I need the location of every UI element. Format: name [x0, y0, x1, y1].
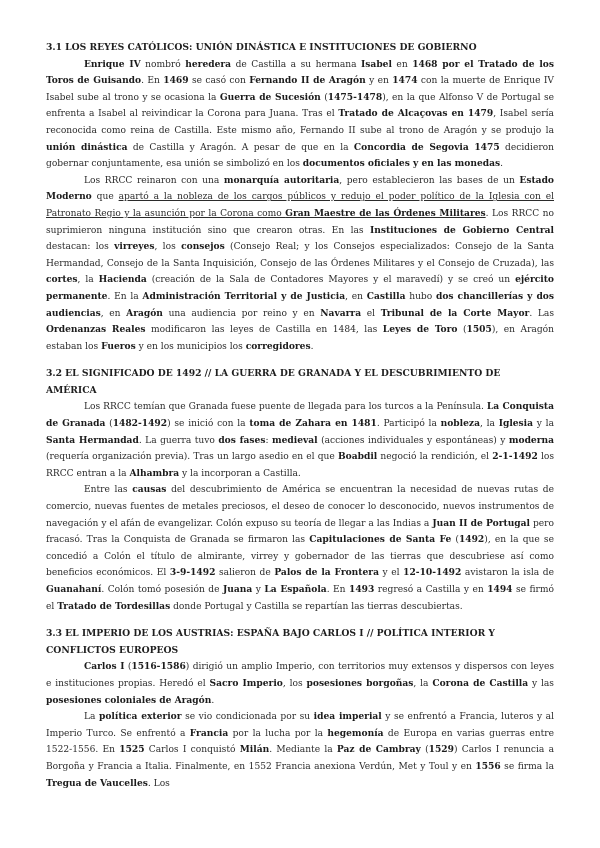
bold-text: heredera	[185, 58, 232, 70]
text-run: se casó con	[188, 76, 250, 87]
text-run: . Las	[529, 308, 554, 319]
bold-text: Aragón	[126, 307, 163, 319]
bold-text: 3-9-1492	[169, 567, 216, 579]
text-run: se vio condicionada por su	[181, 712, 314, 723]
bold-text: Paz de Cambray	[336, 744, 421, 756]
text-run: , Isabel sería reconocida como reina de Castilla. Este mismo año, Fernando II sube al trono de Aragón y se produjo la	[46, 109, 554, 136]
bold-text: dos fases	[218, 434, 266, 446]
bold-text: 2-1-1492	[492, 451, 538, 463]
text-run: (Consejo Real; y los Consejos especializados: Consejo de la Santa Hermandad, Consejo de la Santa Inquisición, Consejo de las Órdenes Militares y el Consejo de Cruzada), las	[46, 242, 554, 269]
text-run: y la	[533, 419, 554, 430]
underlined-text	[285, 209, 485, 219]
bold-text: Leyes de Toro	[382, 324, 458, 336]
section-reyes-catolicos	[46, 40, 554, 355]
bold-text: cortes	[46, 274, 78, 286]
bold-text: documentos oficiales y en las monedas	[302, 158, 501, 170]
bold-text: Sacro Imperio	[209, 677, 283, 689]
text-run: .	[211, 695, 215, 706]
text-run: que	[91, 192, 119, 203]
bold-text: Tratado de Alcaçovas en 1479	[338, 108, 494, 120]
text-run: ) se inició con la	[167, 419, 250, 430]
bold-text: 1494	[487, 584, 513, 595]
bold-text: La Conquista de Granada	[46, 401, 554, 430]
text-run: negoció la rendición, el	[377, 452, 493, 463]
text-run: , los	[154, 242, 182, 253]
section-title-3-2: 3.2 EL SIGNIFICADO DE 1492 // LA GUERRA DE GRANADA Y EL DESCUBRIMIENTO DE AMÉRICA	[46, 368, 501, 396]
text-run: Entre las	[84, 485, 133, 496]
text-run: hubo	[405, 291, 436, 302]
text-run: de Castilla y Aragón. A pesar de que en la	[127, 142, 354, 153]
bold-text: ejército permanente	[46, 274, 554, 302]
text-run: (	[457, 325, 467, 336]
bold-text: Juana	[222, 584, 253, 595]
text-run: y	[252, 585, 265, 595]
bold-text: Tribunal de la Corte Mayor	[380, 307, 530, 319]
bold-text: posesiones borgoñas	[306, 677, 414, 689]
text-run: ) dirigió un amplio Imperio, con territorios muy extensos y dispersos con leyes e instituciones propias. Heredó el	[46, 662, 554, 689]
text-run: del descubrimiento de América se encuentran la necesidad de nuevas rutas de comercio, nuevas fuentes de metales preciosos, el deseo de conocer lo desconocido, nuevos instrumentos de navegación y el afán de evangelizar. Colón expuso su teoría de llegar a las Indias a	[46, 485, 555, 529]
text-run: . Colón tomó posesión de	[101, 585, 223, 595]
paragraph	[46, 482, 554, 615]
bold-text: Instituciones de Gobierno Central	[369, 224, 554, 236]
bold-text: monarquía autoritaria	[223, 174, 340, 186]
bold-text: 1469	[163, 75, 189, 87]
text-run: con la muerte de Enrique IV Isabel sube al trono y se ocasiona la	[46, 76, 555, 103]
bold-text: 12-10-1492	[403, 567, 462, 579]
bold-text: Juan II de Portugal	[432, 517, 531, 529]
bold-text: Palos de la Frontera	[274, 567, 379, 579]
bold-text: 1505	[466, 324, 492, 336]
paragraph	[46, 173, 554, 356]
text-run: . Los	[147, 778, 170, 789]
bold-text: 1474	[392, 75, 418, 87]
text-run: . En la	[107, 291, 143, 302]
bold-text: posesiones coloniales de Aragón	[46, 694, 212, 706]
bold-text: Castilla	[366, 290, 406, 302]
text-run: . Mediante la	[269, 745, 337, 756]
text-run: y en	[365, 76, 393, 87]
text-run: ), en la que Alfonso V de Portugal se enfrenta a Isabel al reivindicar la Corona para Juana. Tras el	[46, 92, 554, 120]
text-run: nombró	[140, 59, 186, 70]
bold-text: Boabdil	[337, 451, 378, 463]
text-run: ), en la que se concedió a Colón el título de almirante, virrey y gobernador de las tierras que descubriese así como beneficios económicos. El	[46, 535, 554, 579]
bold-text: 1482-1492	[112, 418, 168, 430]
bold-text: idea imperial	[313, 711, 382, 723]
bold-text: 1493	[349, 584, 375, 595]
text-run: , la	[77, 275, 99, 286]
text-run: salieron de	[215, 568, 275, 579]
text-run: modificaron las leyes de Castilla en 1484, las	[145, 325, 383, 336]
text-run: , pero establecieron las bases de un	[339, 175, 520, 186]
text-run: en	[391, 59, 413, 70]
text-run: ), en Aragón estaban los	[46, 325, 554, 352]
bold-text: dos chancillerías y dos audiencias	[46, 290, 554, 319]
bold-text: causas	[132, 484, 167, 496]
bold-text: Guerra de Sucesión	[219, 91, 321, 103]
text-run: . Los RRCC no suprimieron ninguna institución sino que crearon otras. En las	[46, 208, 554, 236]
text-run: , la	[479, 419, 499, 430]
bold-text: 1516-1586	[131, 661, 186, 673]
text-run: , en	[345, 291, 367, 302]
text-run: :	[265, 435, 272, 446]
text-run: y en los municipios los	[135, 341, 246, 352]
text-run: (creación de la Sala de Contadores Mayores y el maravedí) y se creó un	[146, 275, 516, 286]
bold-text: 1529	[428, 744, 454, 756]
text-run: se firmó el	[46, 585, 555, 612]
text-run: .	[310, 341, 314, 352]
bold-text: Administración Territorial y de Justicia	[142, 290, 346, 302]
text-run: por la lucha por la	[228, 728, 328, 739]
text-run: . La guerra tuvo	[138, 435, 219, 446]
bold-text: Enrique IV	[84, 58, 141, 70]
text-run: y se enfrentó a Francia, luteros y al Imperio Turco. Se enfrentó a	[46, 712, 554, 739]
text-run: una audiencia por reino y en	[162, 308, 321, 319]
text-run: apartó a la nobleza de los cargos públicos y redujo el poder político de la Iglesia con el Patronato Regio y la asunción por la Corona como	[46, 192, 555, 219]
bold-text: virreyes	[114, 241, 155, 253]
text-run: avistaron la isla de	[461, 568, 554, 579]
bold-text: Milán	[239, 744, 270, 756]
text-run: regresó a Castilla y en	[374, 585, 488, 595]
bold-text: Corona de Castilla	[432, 677, 529, 689]
text-run: . En	[141, 76, 164, 87]
paragraph	[46, 399, 554, 482]
text-run: donde Portugal y Castilla se repartían las tierras descubiertas.	[170, 601, 463, 612]
bold-text: medieval	[271, 434, 318, 446]
bold-text: corregidores	[245, 340, 311, 352]
paragraph	[46, 57, 554, 173]
bold-text: Fueros	[101, 340, 136, 352]
bold-text: Fernando II de Aragón	[249, 75, 366, 87]
bold-text: Isabel	[361, 58, 392, 70]
bold-text: Tregua de Vaucelles	[46, 777, 148, 789]
bold-text: Estado Moderno	[46, 174, 554, 203]
bold-text: 1556	[475, 760, 501, 772]
bold-text: 1492	[458, 534, 485, 546]
bold-text: Navarra	[320, 307, 362, 319]
bold-text: La Española	[264, 584, 327, 595]
text-run: La	[84, 712, 99, 723]
text-run: . Participó la	[376, 419, 441, 430]
bold-text: Guanahaní	[46, 584, 102, 595]
text-run: y el	[378, 568, 404, 579]
text-run: (acciones individuales y espontáneas) y	[317, 435, 509, 446]
text-run: pero fracasó. Tras la Conquista de Granada se firmaron las	[46, 518, 555, 546]
text-run: .	[500, 159, 504, 170]
bold-text: Concordia de Segovia 1475	[353, 141, 500, 153]
text-run: (requería organización previa). Tras un largo asedio en el que	[46, 452, 338, 463]
text-run: , los	[282, 678, 307, 689]
bold-text: Iglesia	[498, 418, 534, 430]
bold-text: Carlos I	[84, 661, 125, 673]
text-run: , en	[100, 308, 127, 319]
bold-text: Francia	[189, 727, 229, 739]
text-run: ) Carlos I renuncia a Borgoña y Francia a Italia. Finalmente, en 1552 Francia anexiona Verdún, Met y Toul y en	[46, 745, 554, 772]
bold-text: nobleza	[440, 418, 480, 430]
text-run: . En	[326, 585, 350, 595]
bold-text: Alhambra	[129, 467, 180, 479]
text-run: y la incorporan a Castilla.	[179, 468, 301, 479]
text-run: (	[105, 419, 113, 430]
text-run: Los RRCC temían que Granada fuese puente de llegada para los turcos a la Península.	[84, 402, 487, 413]
bold-text: política exterior	[99, 711, 182, 723]
text-run: (	[124, 662, 132, 673]
text-run: Carlos I conquistó	[144, 745, 240, 756]
paragraph	[46, 709, 554, 792]
text-run: se firma la	[500, 761, 554, 772]
bold-text: toma de Zahara en 1481	[249, 418, 377, 430]
bold-text: moderna	[508, 434, 555, 446]
text-run: (	[320, 92, 328, 103]
text-run: (	[420, 745, 429, 756]
text-run: de Castilla a su hermana	[231, 59, 362, 70]
text-run: Los RRCC reinaron con una	[84, 175, 224, 186]
bold-text: Tratado de Tordesillas	[57, 600, 171, 612]
bold-text: 1525	[119, 744, 145, 756]
text-run: el	[361, 308, 381, 319]
bold-text: consejos	[181, 241, 225, 253]
bold-text: Capitulaciones de Santa Fe	[309, 534, 452, 546]
text-run: , la	[413, 678, 433, 689]
text-run: de Europa en varias guerras entre 1522-1556. En	[46, 728, 554, 756]
section-title-3-3: 3.3 EL IMPERIO DE LOS AUSTRIAS: ESPAÑA BAJO CARLOS I // POLÍTICA INTERIOR Y CONFLICTOS EUROPEOS	[46, 628, 495, 656]
bold-text: 1475-1478	[327, 91, 383, 103]
bold-text: hegemonía	[327, 727, 384, 739]
section-austrias	[46, 626, 554, 792]
paragraph	[46, 659, 554, 709]
section-1492	[46, 366, 554, 615]
bold-text: 1468 por el Tratado de los Toros de Guisando	[46, 58, 554, 87]
bold-text: Hacienda	[98, 274, 147, 286]
section-title-3-1: 3.1 LOS REYES CATÓLICOS: UNIÓN DINÁSTICA E INSTITUCIONES DE GOBIERNO	[46, 42, 477, 53]
text-run: los RRCC entran a la	[46, 452, 554, 479]
bold-text: unión dinástica	[46, 141, 128, 153]
bold-text: Santa Hermandad	[46, 434, 139, 446]
bold-text: Gran Maestre de las Órdenes Militares	[285, 207, 486, 219]
bold-text: Ordenanzas Reales	[46, 324, 146, 336]
text-run: decidieron gobernar conjuntamente, esa unión se simbolizó en los	[46, 142, 555, 170]
text-run: destacan: los	[46, 242, 115, 253]
text-run: y las	[528, 678, 554, 689]
text-run: (	[451, 535, 459, 546]
